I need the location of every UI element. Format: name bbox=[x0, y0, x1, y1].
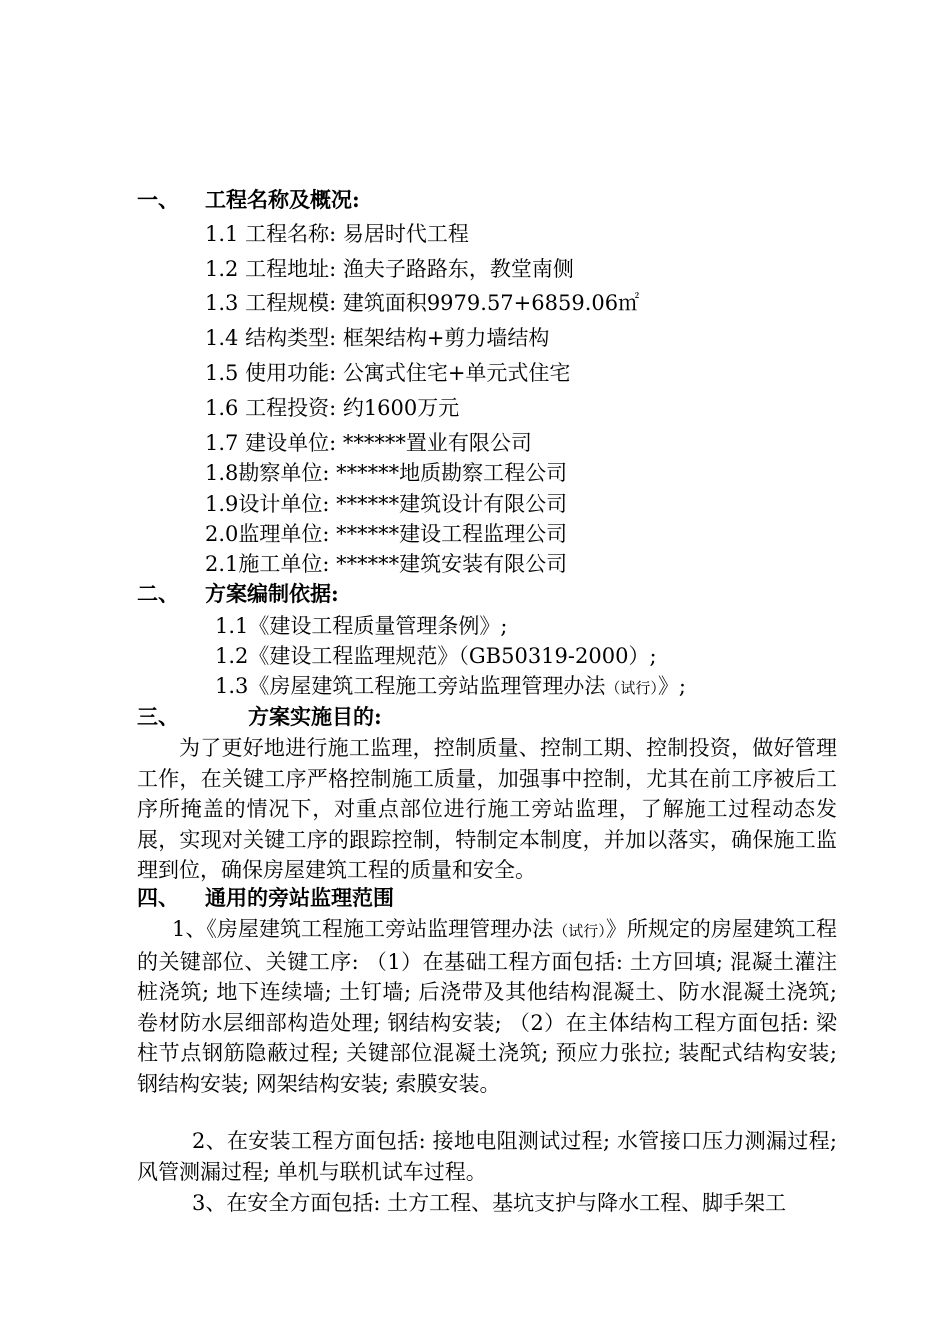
section-3-number: 三、 bbox=[137, 704, 179, 729]
project-item: 1.4 结构类型: 框架结构+剪力墙结构 bbox=[205, 326, 550, 350]
scope-paragraph-1-trial: （试行） bbox=[553, 922, 606, 940]
basis-item: 1.2《建设工程监理规范》（GB50319-2000）; bbox=[215, 644, 657, 668]
project-item: 1.8勘察单位: ******地质勘察工程公司 bbox=[205, 461, 568, 485]
section-3-title: 方案实施目的: bbox=[248, 704, 382, 729]
section-2-title: 方案编制依据: bbox=[205, 581, 339, 606]
scope-paragraph-1 bbox=[137, 914, 837, 1099]
basis-item-3-text: 1.3《房屋建筑工程施工旁站监理管理办法 bbox=[215, 674, 606, 698]
basis-item-3-end: 》; bbox=[657, 674, 686, 698]
section-4-number: 四、 bbox=[137, 885, 179, 910]
section-4-title: 通用的旁站监理范围 bbox=[205, 885, 394, 910]
project-item: 2.0监理单位: ******建设工程监理公司 bbox=[205, 522, 568, 546]
project-item: 1.6 工程投资: 约1600万元 bbox=[205, 396, 460, 420]
project-item: 1.3 工程规模: 建筑面积9979.57+6859.06㎡ bbox=[205, 291, 640, 315]
basis-item: 1.1《建设工程质量管理条例》; bbox=[215, 614, 508, 638]
section-1-number: 一、 bbox=[137, 187, 179, 212]
project-item: 1.1 工程名称: 易居时代工程 bbox=[205, 222, 469, 246]
purpose-paragraph: 为了更好地进行施工监理，控制质量、控制工期、控制投资，做好管理工作，在关键工序严格控制施工质量，加强事中控制，尤其在前工序被后工序所掩盖的情况下，对重点部位进行施工旁站监理，了解施工过程动态发展，实现对关键工序的跟踪控制，特制定本制度，并加以落实，确保施工监理到位，确保房屋建筑工程的质量和安全。 bbox=[137, 736, 837, 882]
project-item: 1.9设计单位: ******建筑设计有限公司 bbox=[205, 492, 568, 516]
basis-item-3-trial: （试行） bbox=[605, 679, 658, 697]
basis-item bbox=[215, 672, 686, 702]
scope-paragraph-1-start: 1、《房屋建筑工程施工旁站监理管理办法 bbox=[172, 917, 554, 941]
scope-paragraph-2: 2、在安装工程方面包括: 接地电阻测试过程; 水管接口压力测漏过程; 风管测漏过程; 单机与联机试车过程。 bbox=[137, 1129, 837, 1184]
project-item: 1.5 使用功能: 公寓式住宅+单元式住宅 bbox=[205, 361, 571, 385]
scope-paragraph-1-rest: 》所规定的房屋建筑工程的关键部位、关键工序: （1）在基础工程方面包括: 土方回填; 混凝土灌注桩浇筑; 地下连续墙; 土钉墙; 后浇带及其他结构混凝土、防水混凝土浇筑; 卷材防水层细部构造处理; 钢结构安装; （2）在主体结构工程方面包括: 梁柱节点钢筋隐蔽过程; 关键部位混凝土浇筑; 预应力张拉; 装配式结构安装; 钢结构安装; 网架结构安装; 索膜安装。 bbox=[137, 917, 838, 1096]
project-item: 1.7 建设单位: ******置业有限公司 bbox=[205, 431, 532, 455]
project-item: 2.1施工单位: ******建筑安装有限公司 bbox=[205, 552, 568, 576]
project-item: 1.2 工程地址: 渔夫子路路东，教堂南侧 bbox=[205, 257, 574, 281]
scope-paragraph-3: 3、在安全方面包括: 土方工程、基坑支护与降水工程、脚手架工 bbox=[192, 1191, 787, 1215]
section-2-number: 二、 bbox=[137, 581, 179, 606]
section-1-title: 工程名称及概况: bbox=[205, 187, 360, 212]
